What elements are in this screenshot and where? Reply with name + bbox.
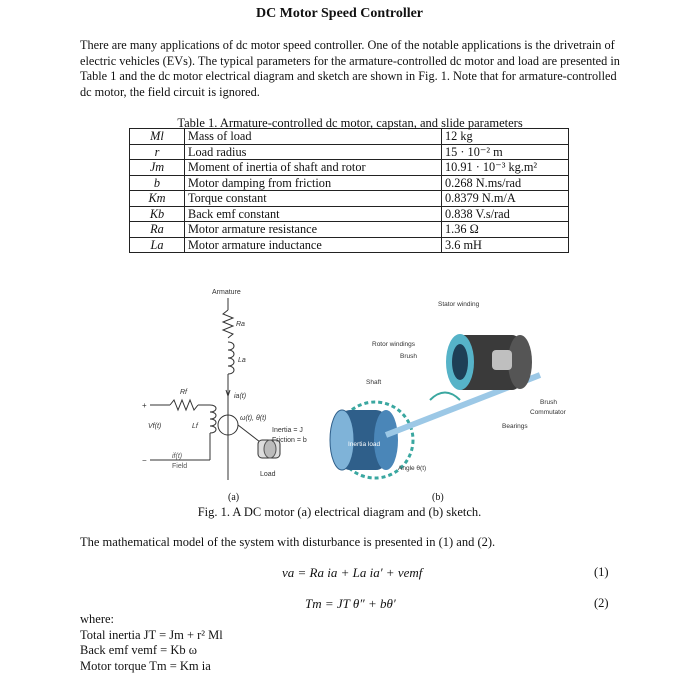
row-description: Motor damping from friction [185, 175, 442, 191]
motor-sketch [330, 334, 540, 478]
load-label: Load [260, 471, 276, 478]
row-symbol: Ra [130, 222, 185, 238]
equation-1: va = Ra ia + La ia′ + vemf [282, 565, 423, 580]
row-symbol: Jm [130, 160, 185, 176]
table-row [130, 144, 569, 160]
row-value: 3.6 mH [442, 237, 569, 253]
document-title: DC Motor Speed Controller [255, 6, 424, 21]
omega-label: ω(t), θ(t) [240, 415, 267, 422]
row-description: Mass of load [185, 129, 442, 145]
where-block [80, 612, 223, 674]
row-description: Torque constant [185, 191, 442, 207]
row-value: 15 · 10⁻² m [442, 144, 569, 160]
row-value: 0.838 V.s/rad [442, 206, 569, 222]
row-description: Back emf constant [185, 206, 442, 222]
rf-label: Rf [180, 389, 187, 396]
where-line: Total inertia JT = Jm + r² Ml [80, 627, 223, 642]
row-value: 12 kg [442, 129, 569, 145]
table-row [130, 160, 569, 176]
row-symbol: Km [130, 191, 185, 207]
figure-caption: Fig. 1. A DC motor (a) electrical diagram and (b) sketch. [197, 505, 482, 519]
row-value: 0.8379 N.m/A [442, 191, 569, 207]
lf-label: Lf [192, 423, 198, 430]
ia-label: ia(t) [234, 393, 247, 400]
dc-motor-figure [120, 280, 580, 495]
table-row [130, 206, 569, 222]
parameter-table [129, 128, 569, 253]
angle-label: Angle θ(t) [398, 465, 427, 472]
equation-2: Tm = JT θ″ + bθ′ [305, 596, 396, 611]
row-description: Load radius [185, 144, 442, 160]
where-line: Back emf vemf = Kb ω [80, 643, 197, 657]
electrical-diagram [150, 298, 280, 480]
row-description: Motor armature resistance [185, 222, 442, 238]
plus-sign: + [142, 401, 147, 410]
row-value: 1.36 Ω [442, 222, 569, 238]
bearings-label: Bearings [502, 423, 528, 430]
table-row [130, 129, 569, 145]
row-symbol: b [130, 175, 185, 191]
brush-label: Brush [400, 353, 417, 360]
row-symbol: r [130, 144, 185, 160]
model-intro: The mathematical model of the system with disturbance is presented in (1) and (2). [80, 535, 496, 549]
armature-label: Armature [212, 289, 241, 296]
ra-label: Ra [236, 321, 245, 328]
table-caption: Table 1. Armature-controlled dc motor, capstan, and slide parameters [177, 116, 523, 130]
equation-1-number: (1) [594, 565, 609, 579]
row-symbol: La [130, 237, 185, 253]
table-row [130, 191, 569, 207]
inertia-load-label: Inertia load [348, 441, 381, 448]
where-label: where: [80, 612, 115, 626]
field-label: Field [172, 463, 188, 470]
stator-label: Stator winding [438, 301, 480, 308]
equation-2-number: (2) [594, 596, 609, 610]
vf-label: Vf(t) [148, 423, 162, 430]
table-row [130, 222, 569, 238]
if-label: if(t) [172, 453, 183, 460]
minus-sign: − [142, 456, 147, 465]
row-description: Moment of inertia of shaft and rotor [185, 160, 442, 176]
intro-paragraph: There are many applications of dc motor speed controller. One of the notable applications is the drivetrain of electric vehicles (EVs). The typical parameters for the armature-controlled dc motor and load are presented in Table 1 and the dc motor electrical diagram and sketch are shown in Fig. 1. Note that for armature-controlled dc motor, the field circuit is ignored. [80, 38, 620, 99]
subfigure-a-label: (a) [228, 492, 240, 503]
brush2-label: Brush [540, 399, 557, 406]
row-description: Motor armature inductance [185, 237, 442, 253]
rotor-label: Rotor windings [372, 341, 415, 348]
shaft-label: Shaft [366, 379, 382, 386]
inertia-label: Inertia = J [272, 427, 303, 434]
friction-label: Friction = b [272, 437, 307, 444]
where-line: Motor torque Tm = Km ia [80, 658, 211, 673]
table-row [130, 175, 569, 191]
table-row [130, 237, 569, 253]
row-value: 0.268 N.ms/rad [442, 175, 569, 191]
subfigure-b-label: (b) [432, 492, 444, 503]
row-symbol: Kb [130, 206, 185, 222]
la-label: La [238, 357, 246, 364]
row-symbol: Ml [130, 129, 185, 145]
row-value: 10.91 · 10⁻³ kg.m² [442, 160, 569, 176]
commutator-label: Commutator [530, 409, 566, 416]
